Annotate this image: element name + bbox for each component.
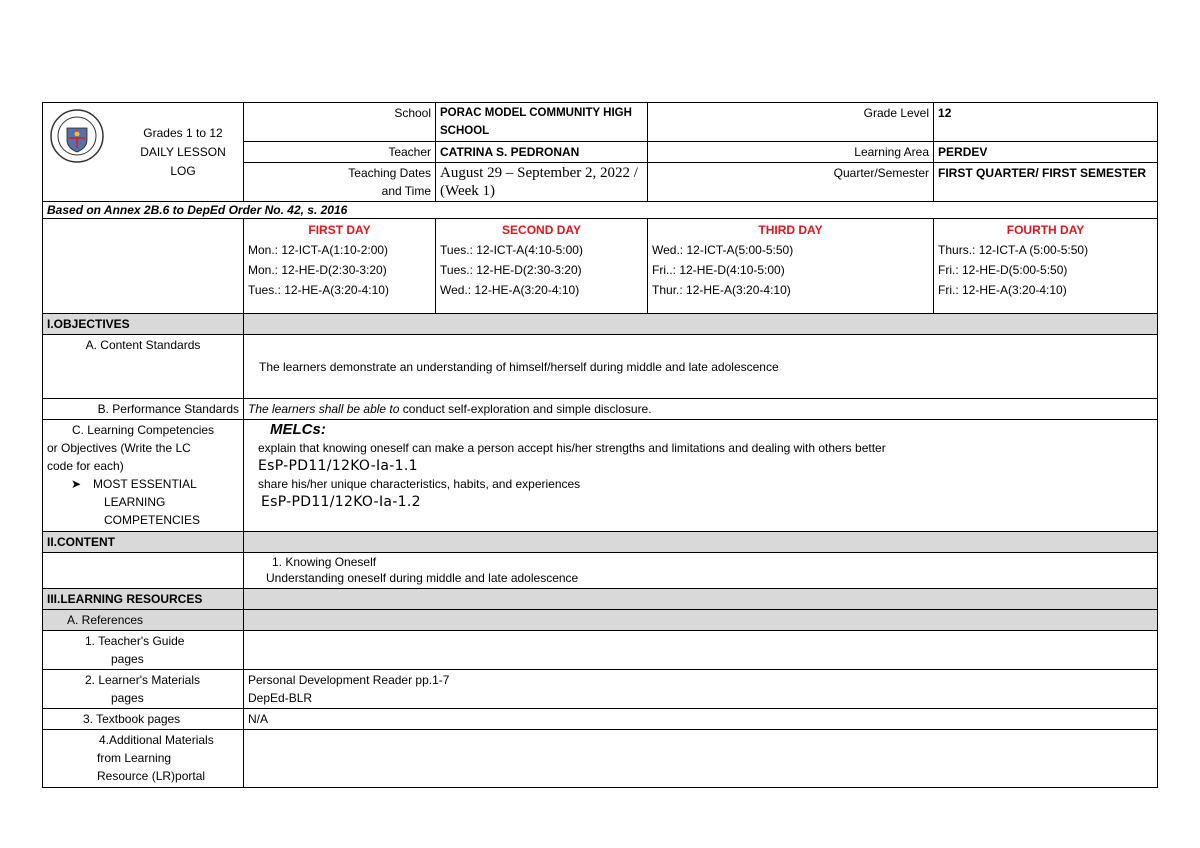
additional-materials-line3: Resource (LR)portal bbox=[97, 769, 206, 783]
header-title-line2: DAILY LESSON bbox=[140, 145, 226, 159]
day-3 bbox=[648, 219, 934, 314]
melc1-text: explain that knowing oneself can make a person accept his/her strengths and limitations and dealing with others better bbox=[258, 441, 886, 455]
quarter-value: FIRST QUARTER/ FIRST SEMESTER bbox=[934, 163, 1158, 202]
annex-note: Based on Annex 2B.6 to DepEd Order No. 42, s. 2016 bbox=[43, 202, 1158, 219]
competencies-label bbox=[43, 420, 244, 532]
dates-value: August 29 – September 2, 2022 / (Week 1) bbox=[436, 163, 648, 202]
textbook-value: N/A bbox=[244, 709, 1158, 730]
content-heading: II.CONTENT bbox=[43, 532, 244, 553]
day-4-line: Thurs.: 12-ICT-A (5:00-5:50) bbox=[938, 243, 1089, 257]
objectives-heading: I.OBJECTIVES bbox=[43, 314, 244, 335]
day-4 bbox=[934, 219, 1158, 314]
performance-italic: The learners shall be able to bbox=[248, 402, 400, 416]
day-1-line: Tues.: 12-HE-A(3:20-4:10) bbox=[248, 283, 389, 297]
area-value: PERDEV bbox=[934, 142, 1158, 163]
additional-materials-line2: from Learning bbox=[97, 751, 172, 765]
competencies-label-line2: or Objectives (Write the LC bbox=[47, 441, 191, 455]
deped-seal-icon bbox=[49, 108, 105, 164]
objectives-heading-fill bbox=[244, 314, 1158, 335]
performance-standards-value bbox=[244, 399, 1158, 420]
day-4-line: Fri.: 12-HE-D(5:00-5:50) bbox=[938, 263, 1068, 277]
performance-text: conduct self-exploration and simple disclosure. bbox=[399, 402, 652, 416]
header-title bbox=[113, 124, 253, 181]
day-2-title: SECOND DAY bbox=[502, 223, 581, 237]
melc-list-item bbox=[47, 475, 239, 493]
header-logo-cell bbox=[43, 103, 244, 202]
learners-materials-line1: 2. Learner's Materials bbox=[85, 673, 201, 687]
day-4-title: FOURTH DAY bbox=[1006, 223, 1085, 237]
header-title-line1: Grades 1 to 12 bbox=[143, 126, 223, 140]
content-value bbox=[244, 553, 1158, 589]
competencies-value bbox=[244, 420, 1158, 532]
dates-label bbox=[244, 163, 436, 202]
day-1-line: Mon.: 12-ICT-A(1:10-2:00) bbox=[248, 243, 389, 257]
learners-materials-value bbox=[244, 670, 1158, 709]
additional-materials-value bbox=[244, 730, 1158, 788]
content-blank-cell bbox=[43, 553, 244, 589]
teacher-value: CATRINA S. PEDRONAN bbox=[436, 142, 648, 163]
melc-item-line3: COMPETENCIES bbox=[104, 513, 201, 527]
day-4-line: Fri.: 12-HE-A(3:20-4:10) bbox=[938, 283, 1067, 297]
additional-materials-label bbox=[43, 730, 244, 788]
melc2-code: EsP-PD11/12KO-Ia-1.2 bbox=[261, 494, 421, 510]
learners-materials-value-line2: DepEd-BLR bbox=[248, 691, 313, 705]
competencies-label-line3: code for each) bbox=[47, 459, 124, 473]
teachers-guide-line1: 1. Teacher's Guide bbox=[85, 634, 185, 648]
arrow-bullet-icon: ➤ bbox=[71, 477, 82, 491]
day-3-line: Fri..: 12-HE-D(4:10-5:00) bbox=[652, 263, 785, 277]
competencies-label-line1: C. Learning Competencies bbox=[71, 423, 215, 437]
dates-label-line2: and Time bbox=[381, 184, 432, 198]
learners-materials-label bbox=[43, 670, 244, 709]
dates-label-line1: Teaching Dates bbox=[348, 166, 432, 180]
schedule-blank-cell bbox=[43, 219, 244, 314]
content-standards-value: The learners demonstrate an understanding of himself/herself during middle and late adolescence bbox=[244, 335, 1158, 399]
content-line2: Understanding oneself during middle and late adolescence bbox=[266, 571, 579, 585]
quarter-label: Quarter/Semester bbox=[648, 163, 934, 202]
day-3-line: Wed.: 12-ICT-A(5:00-5:50) bbox=[652, 243, 794, 257]
resources-heading: III.LEARNING RESOURCES bbox=[43, 589, 244, 610]
references-label: A. References bbox=[43, 610, 244, 631]
day-3-line: Thur.: 12-HE-A(3:20-4:10) bbox=[652, 283, 791, 297]
teachers-guide-line2: pages bbox=[111, 652, 144, 666]
day-3-title: THIRD DAY bbox=[758, 223, 823, 237]
melc-item-line2: LEARNING bbox=[104, 495, 166, 509]
daily-lesson-log bbox=[42, 102, 1157, 788]
school-label: School bbox=[244, 103, 436, 142]
additional-materials-line1: 4.Additional Materials bbox=[99, 733, 214, 747]
day-1-line: Mon.: 12-HE-D(2:30-3:20) bbox=[248, 263, 387, 277]
grade-value: 12 bbox=[934, 103, 1158, 142]
day-1 bbox=[244, 219, 436, 314]
day-2-line: Tues.: 12-ICT-A(4:10-5:00) bbox=[440, 243, 583, 257]
day-2-line: Tues.: 12-HE-D(2:30-3:20) bbox=[440, 263, 582, 277]
header-title-line3: LOG bbox=[170, 164, 196, 178]
day-2-line: Wed.: 12-HE-A(3:20-4:10) bbox=[440, 283, 580, 297]
content-heading-fill bbox=[244, 532, 1158, 553]
area-label: Learning Area bbox=[648, 142, 934, 163]
teachers-guide-label bbox=[43, 631, 244, 670]
textbook-label: 3. Textbook pages bbox=[43, 709, 244, 730]
teachers-guide-value bbox=[244, 631, 1158, 670]
references-fill bbox=[244, 610, 1158, 631]
melc-heading: MELCs: bbox=[270, 421, 326, 438]
grade-label: Grade Level bbox=[648, 103, 934, 142]
lesson-log-table bbox=[42, 102, 1158, 788]
resources-heading-fill bbox=[244, 589, 1158, 610]
melc1-code: EsP-PD11/12KO-Ia-1.1 bbox=[258, 458, 418, 474]
content-standards-label: A. Content Standards bbox=[43, 335, 244, 399]
teacher-label: Teacher bbox=[244, 142, 436, 163]
day-2 bbox=[436, 219, 648, 314]
learners-materials-value-line1: Personal Development Reader pp.1-7 bbox=[248, 673, 450, 687]
day-1-title: FIRST DAY bbox=[308, 223, 371, 237]
content-line1: 1. Knowing Oneself bbox=[272, 555, 377, 569]
melc-item-line1: MOST ESSENTIAL bbox=[93, 477, 197, 491]
melc2-text: share his/her unique characteristics, habits, and experiences bbox=[258, 477, 581, 491]
learners-materials-line2: pages bbox=[111, 691, 144, 705]
school-value: PORAC MODEL COMMUNITY HIGH SCHOOL bbox=[436, 103, 648, 142]
performance-standards-label: B. Performance Standards bbox=[43, 399, 244, 420]
